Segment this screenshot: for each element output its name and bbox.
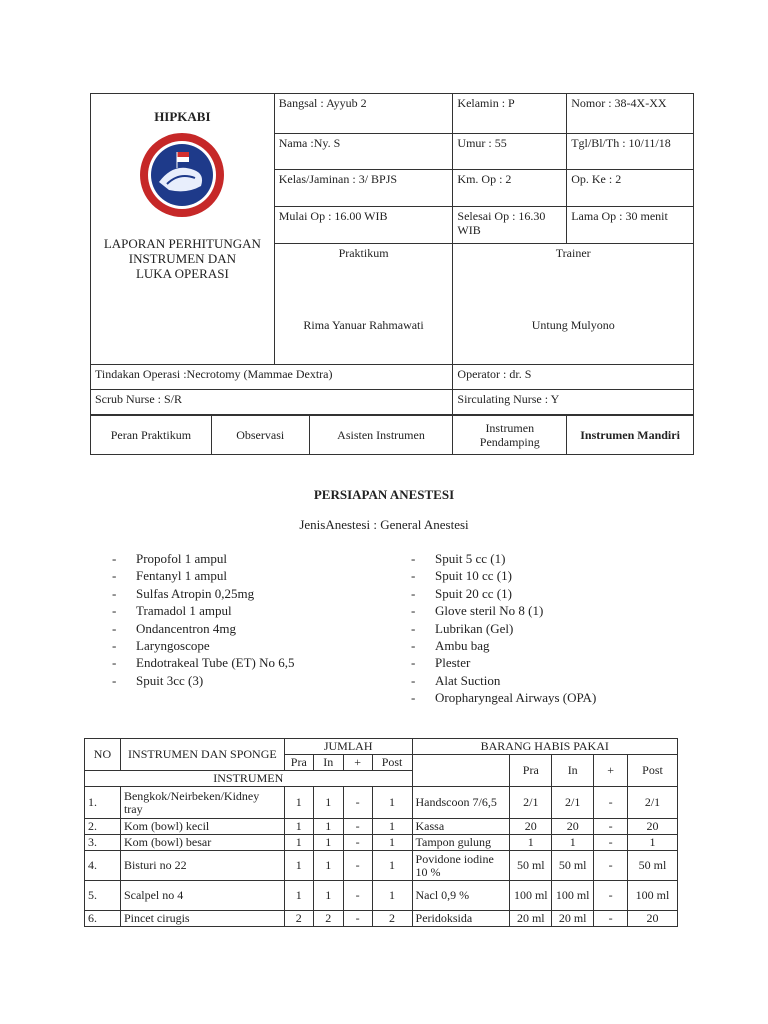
row-no: 1. <box>85 787 121 819</box>
table-row <box>85 819 678 835</box>
table-row <box>85 881 678 911</box>
row-no: 5. <box>85 881 121 911</box>
row-b-plus: - <box>594 787 628 819</box>
anestesi-list-left <box>112 550 295 689</box>
header-barang-blank <box>412 755 510 787</box>
row-b-plus: - <box>594 851 628 881</box>
row-in: 1 <box>313 819 343 835</box>
anestesi-type: JenisAnestesi : General Anestesi <box>299 517 469 532</box>
instrument-table <box>84 738 678 927</box>
row-b-post: 20 <box>628 911 678 927</box>
header-instrumen: INSTRUMEN <box>85 771 413 787</box>
list-item: - Spuit 5 cc (1) <box>411 550 596 567</box>
anestesi-list-right <box>411 550 596 707</box>
umur-field: Umur : 55 <box>453 134 567 170</box>
trainer-name: Untung Mulyono <box>531 318 615 332</box>
praktikum-cell <box>274 244 453 365</box>
row-b-plus: - <box>594 835 628 851</box>
row-post: 1 <box>372 787 412 819</box>
report-header-table <box>90 93 694 415</box>
header-post: Post <box>372 755 412 771</box>
praktikum-name: Rima Yanuar Rahmawati <box>303 318 424 332</box>
table-row <box>85 787 678 819</box>
kelamin-field: Kelamin : P <box>453 94 567 134</box>
header-barang-habis-pakai: BARANG HABIS PAKAI <box>412 739 677 755</box>
row-no: 2. <box>85 819 121 835</box>
op-ke-field: Op. Ke : 2 <box>567 170 694 207</box>
row-barang: Kassa <box>412 819 510 835</box>
row-no: 4. <box>85 851 121 881</box>
header-plus: + <box>343 755 372 771</box>
row-pra: 1 <box>284 819 313 835</box>
header-no: NO <box>85 739 121 771</box>
row-b-in: 2/1 <box>552 787 594 819</box>
row-b-in: 100 ml <box>552 881 594 911</box>
row-b-pra: 50 ml <box>510 851 552 881</box>
role-instrumen-mandiri: Instrumen Mandiri <box>567 416 694 455</box>
header-b-pra: Pra <box>510 755 552 787</box>
row-in: 1 <box>313 787 343 819</box>
row-barang: Tampon gulung <box>412 835 510 851</box>
row-b-post: 2/1 <box>628 787 678 819</box>
row-instrument: Pincet cirugis <box>120 911 284 927</box>
km-op-field: Km. Op : 2 <box>453 170 567 207</box>
row-pra: 1 <box>284 787 313 819</box>
row-in: 1 <box>313 851 343 881</box>
row-plus: - <box>343 851 372 881</box>
row-barang: Nacl 0,9 % <box>412 881 510 911</box>
anestesi-title: PERSIAPAN ANESTESI <box>313 487 455 502</box>
list-item: - Ondancentron 4mg <box>112 620 295 637</box>
roles-table <box>90 415 694 455</box>
row-b-pra: 100 ml <box>510 881 552 911</box>
row-post: 1 <box>372 835 412 851</box>
nama-field: Nama :Ny. S <box>274 134 453 170</box>
scrub-nurse-field: Scrub Nurse : S/R <box>91 390 453 415</box>
trainer-cell <box>453 244 694 365</box>
header-pra: Pra <box>284 755 313 771</box>
praktikum-label: Praktikum <box>338 246 389 260</box>
row-b-plus: - <box>594 881 628 911</box>
hipkabi-logo <box>139 132 225 218</box>
circulating-nurse-field: Sirculating Nurse : Y <box>453 390 694 415</box>
row-post: 2 <box>372 911 412 927</box>
row-barang: Povidone iodine 10 % <box>412 851 510 881</box>
row-b-in: 50 ml <box>552 851 594 881</box>
mulai-op-field: Mulai Op : 16.00 WIB <box>274 207 453 244</box>
tgl-field: Tgl/Bl/Th : 10/11/18 <box>567 134 694 170</box>
row-no: 3. <box>85 835 121 851</box>
row-b-post: 100 ml <box>628 881 678 911</box>
row-plus: - <box>343 881 372 911</box>
row-post: 1 <box>372 851 412 881</box>
list-item: - Spuit 10 cc (1) <box>411 567 596 584</box>
row-post: 1 <box>372 819 412 835</box>
list-item: - Laryngoscope <box>112 637 295 654</box>
row-pra: 1 <box>284 835 313 851</box>
list-item: - Ambu bag <box>411 637 596 654</box>
list-item: - Lubrikan (Gel) <box>411 620 596 637</box>
row-plus: - <box>343 835 372 851</box>
row-no: 6. <box>85 911 121 927</box>
role-asisten-instrumen: Asisten Instrumen <box>309 416 453 455</box>
row-instrument: Kom (bowl) besar <box>120 835 284 851</box>
list-item: - Oropharyngeal Airways (OPA) <box>411 689 596 706</box>
row-in: 1 <box>313 835 343 851</box>
list-item: - Propofol 1 ampul <box>112 550 295 567</box>
row-b-pra: 20 <box>510 819 552 835</box>
operator-field: Operator : dr. S <box>453 365 694 390</box>
row-post: 1 <box>372 881 412 911</box>
trainer-label: Trainer <box>555 246 591 260</box>
row-plus: - <box>343 911 372 927</box>
row-in: 1 <box>313 881 343 911</box>
list-item: - Alat Suction <box>411 672 596 689</box>
list-item: - Tramadol 1 ampul <box>112 602 295 619</box>
header-b-in: In <box>552 755 594 787</box>
list-item: - Fentanyl 1 ampul <box>112 567 295 584</box>
row-pra: 1 <box>284 851 313 881</box>
row-b-post: 1 <box>628 835 678 851</box>
row-instrument: Kom (bowl) kecil <box>120 819 284 835</box>
row-b-plus: - <box>594 911 628 927</box>
row-b-post: 50 ml <box>628 851 678 881</box>
lama-op-field: Lama Op : 30 menit <box>567 207 694 244</box>
row-pra: 1 <box>284 881 313 911</box>
list-item: - Glove steril No 8 (1) <box>411 602 596 619</box>
table-row <box>85 835 678 851</box>
list-item: - Spuit 3cc (3) <box>112 672 295 689</box>
header-instrumen-sponge: INSTRUMEN DAN SPONGE <box>120 739 284 771</box>
table-row <box>85 911 678 927</box>
row-in: 2 <box>313 911 343 927</box>
nomor-field: Nomor : 38-4X-XX <box>567 94 694 134</box>
role-observasi: Observasi <box>211 416 309 455</box>
row-b-in: 20 <box>552 819 594 835</box>
table-row <box>85 851 678 881</box>
row-b-pra: 20 ml <box>510 911 552 927</box>
row-pra: 2 <box>284 911 313 927</box>
header-jumlah: JUMLAH <box>284 739 412 755</box>
tindakan-field: Tindakan Operasi :Necrotomy (Mammae Dextra) <box>91 365 453 390</box>
header-b-post: Post <box>628 755 678 787</box>
org-name: HIPKABI <box>154 109 211 124</box>
row-b-in: 20 ml <box>552 911 594 927</box>
selesai-op-field: Selesai Op : 16.30 WIB <box>453 207 567 244</box>
kelas-field: Kelas/Jaminan : 3/ BPJS <box>274 170 453 207</box>
row-barang: Handscoon 7/6,5 <box>412 787 510 819</box>
row-plus: - <box>343 787 372 819</box>
row-b-plus: - <box>594 819 628 835</box>
bangsal-field: Bangsal : Ayyub 2 <box>274 94 453 134</box>
row-barang: Peridoksida <box>412 911 510 927</box>
logo-cell <box>91 94 275 365</box>
role-instrumen-pendamping: Instrumen Pendamping <box>453 416 567 455</box>
report-title: LAPORAN PERHITUNGAN INSTRUMEN DAN LUKA OPERASI <box>103 236 261 281</box>
role-peran-praktikum: Peran Praktikum <box>91 416 212 455</box>
row-b-post: 20 <box>628 819 678 835</box>
row-instrument: Scalpel no 4 <box>120 881 284 911</box>
list-item: - Sulfas Atropin 0,25mg <box>112 585 295 602</box>
list-item: - Endotrakeal Tube (ET) No 6,5 <box>112 654 295 671</box>
row-b-pra: 2/1 <box>510 787 552 819</box>
row-plus: - <box>343 819 372 835</box>
row-b-in: 1 <box>552 835 594 851</box>
header-b-plus: + <box>594 755 628 787</box>
row-instrument: Bengkok/Neirbeken/Kidney tray <box>120 787 284 819</box>
row-b-pra: 1 <box>510 835 552 851</box>
list-item: - Spuit 20 cc (1) <box>411 585 596 602</box>
list-item: - Plester <box>411 654 596 671</box>
header-in: In <box>313 755 343 771</box>
row-instrument: Bisturi no 22 <box>120 851 284 881</box>
